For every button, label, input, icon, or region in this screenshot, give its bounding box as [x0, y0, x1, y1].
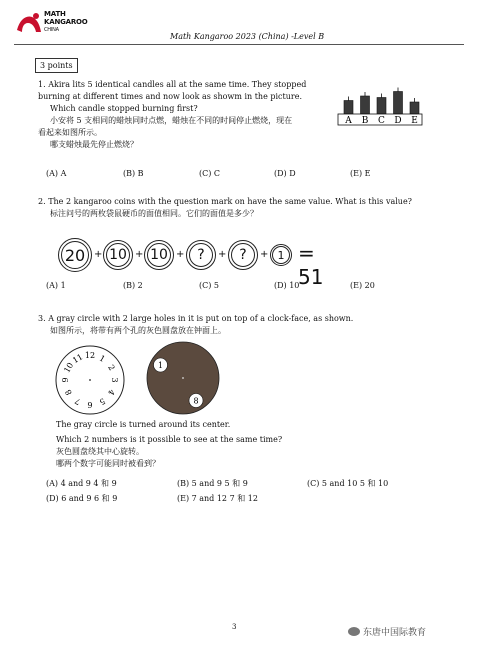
points-badge: 3 points: [35, 58, 78, 73]
coin-question-2-value: ?: [231, 243, 255, 267]
candle-label-b: B: [361, 116, 369, 126]
watermark: [348, 625, 426, 638]
candle-b: [361, 96, 370, 114]
coin-1-value: 20: [61, 241, 89, 269]
clock-number-1: 1: [97, 353, 107, 364]
candle-label-a: A: [345, 116, 352, 126]
clock-number-12: 12: [84, 351, 96, 360]
candle-label-d: D: [394, 116, 402, 126]
q2-options: [0, 281, 477, 293]
q1-line-2: burning at different times and now look as showm in the picture.: [38, 92, 302, 101]
equation-result: = 51: [298, 241, 324, 289]
q3-option-d[interactable]: (D) 6 and 9 6 和 9: [46, 494, 118, 503]
page-number: 3: [232, 623, 237, 631]
q3-line-1: A gray circle with 2 large holes in it is put on top of a clock-face, as shown.: [48, 314, 354, 323]
plus-sign-1: +: [94, 249, 103, 260]
q3-line-3: Which 2 numbers is it possible to see at the same time?: [56, 435, 283, 444]
q2-number: 2.: [38, 197, 46, 206]
q1-zh-2: 看起来如图所示。: [38, 128, 102, 137]
q3-body: [56, 419, 456, 470]
q3-number: 3.: [38, 314, 46, 323]
q2-option-c[interactable]: (C) 5: [199, 281, 219, 290]
q1-zh-3: 哪支蜡烛最先停止燃烧？: [50, 140, 138, 149]
disc-center: [182, 377, 184, 379]
coin-2-value: 10: [106, 243, 130, 267]
coin-2: [103, 240, 133, 270]
question-3: [38, 313, 458, 337]
q1-options: [0, 169, 477, 181]
page-header-title: Math Kangaroo 2023 (China) -Level B: [170, 32, 325, 41]
clock-center: [89, 379, 91, 381]
coin-3: [144, 240, 174, 270]
coin-3-value: 10: [147, 243, 171, 267]
q1-number: 1.: [38, 80, 46, 89]
clock-number-9: 9: [61, 377, 70, 383]
clock-number-4: 4: [106, 387, 117, 397]
logo-line-1: MATH: [44, 10, 66, 18]
plus-sign-3: +: [176, 249, 185, 260]
logo-line-2: KANGAROO: [44, 18, 88, 26]
q3-zh-2: 灰色圆盘绕其中心旋转。: [56, 447, 144, 456]
candle-label-c: C: [378, 116, 385, 126]
header-divider: [14, 44, 464, 45]
candle-e: [410, 102, 419, 114]
q1-option-a[interactable]: (A) A: [46, 169, 67, 178]
clock-number-8: 8: [63, 387, 74, 397]
plus-sign-5: +: [260, 249, 269, 260]
watermark-text: 东唐中国际教育: [363, 628, 427, 638]
coin-question-1: [186, 240, 216, 270]
q3-option-a[interactable]: (A) 4 and 9 4 和 9: [46, 479, 117, 488]
clock-number-7: 7: [73, 396, 83, 407]
q1-option-c[interactable]: (C) C: [199, 169, 221, 178]
candle-c: [377, 98, 386, 115]
clock-number-10: 10: [62, 361, 76, 375]
clock-number-5: 5: [97, 396, 107, 407]
clock-number-2: 2: [106, 363, 117, 373]
q1-option-d[interactable]: (D) D: [274, 169, 296, 178]
q1-option-b[interactable]: (B) B: [123, 169, 144, 178]
coin-6: [270, 244, 292, 266]
q1-zh-1: 小安将 5 支相同的蜡烛同时点燃，蜡烛在不同的时间停止燃烧，现在: [50, 116, 293, 125]
plus-sign-2: +: [135, 249, 144, 260]
q3-option-b[interactable]: (B) 5 and 9 5 和 9: [177, 479, 248, 488]
q3-zh-1: 如图所示，将带有两个孔的灰色圆盘放在钟面上。: [50, 326, 226, 335]
q2-option-d[interactable]: (D) 10: [274, 281, 300, 290]
clock-number-11: 11: [71, 352, 85, 366]
coin-question-1-value: ?: [189, 243, 213, 267]
disc-hole-number-1: 1: [157, 361, 164, 370]
candle-label-e: E: [411, 116, 418, 126]
q2-option-b[interactable]: (B) 2: [123, 281, 143, 290]
q3-option-e[interactable]: (E) 7 and 12 7 和 12: [177, 494, 258, 503]
coin-question-2: [228, 240, 258, 270]
q2-option-a[interactable]: (A) 1: [46, 281, 66, 290]
logo-line-3: CHINA: [44, 27, 59, 33]
q3-zh-3: 哪两个数字可能同时被看到？: [56, 459, 160, 468]
q3-option-c[interactable]: (C) 5 and 10 5 和 10: [307, 479, 389, 488]
candle-d: [394, 92, 403, 115]
math-kangaroo-logo-icon: [14, 10, 44, 36]
candles-figure: [336, 80, 424, 128]
q2-option-e[interactable]: (E) 20: [350, 281, 375, 290]
logo-text: [44, 10, 88, 34]
q3-options: [0, 478, 477, 508]
disc-hole-number-8: 8: [193, 396, 199, 406]
coin-1: [58, 238, 92, 272]
question-1: [38, 79, 338, 151]
candle-a: [344, 101, 353, 115]
wechat-icon: [348, 627, 360, 636]
q2-zh-1: 标注问号的两枚袋鼠硬币的面值相同。它们的面值是多少？: [50, 209, 258, 218]
clock-number-3: 3: [110, 377, 119, 383]
q2-line-1: The 2 kangaroo coins with the question mark on have the same value. What is this value?: [48, 197, 412, 206]
q1-line-3: Which candle stopped burning first?: [50, 104, 198, 113]
clock-face-figure: [50, 342, 130, 418]
q1-option-e[interactable]: (E) E: [350, 169, 371, 178]
plus-sign-4: +: [218, 249, 227, 260]
gray-disc-figure: [145, 340, 221, 416]
clock-number-6: 6: [87, 400, 93, 409]
question-2: [38, 196, 458, 220]
q1-line-1: Akira lits 5 identical candles all at the same time. They stopped: [48, 80, 307, 89]
q3-line-2: The gray circle is turned around its center.: [56, 420, 231, 429]
coin-6-value: 1: [272, 246, 290, 264]
